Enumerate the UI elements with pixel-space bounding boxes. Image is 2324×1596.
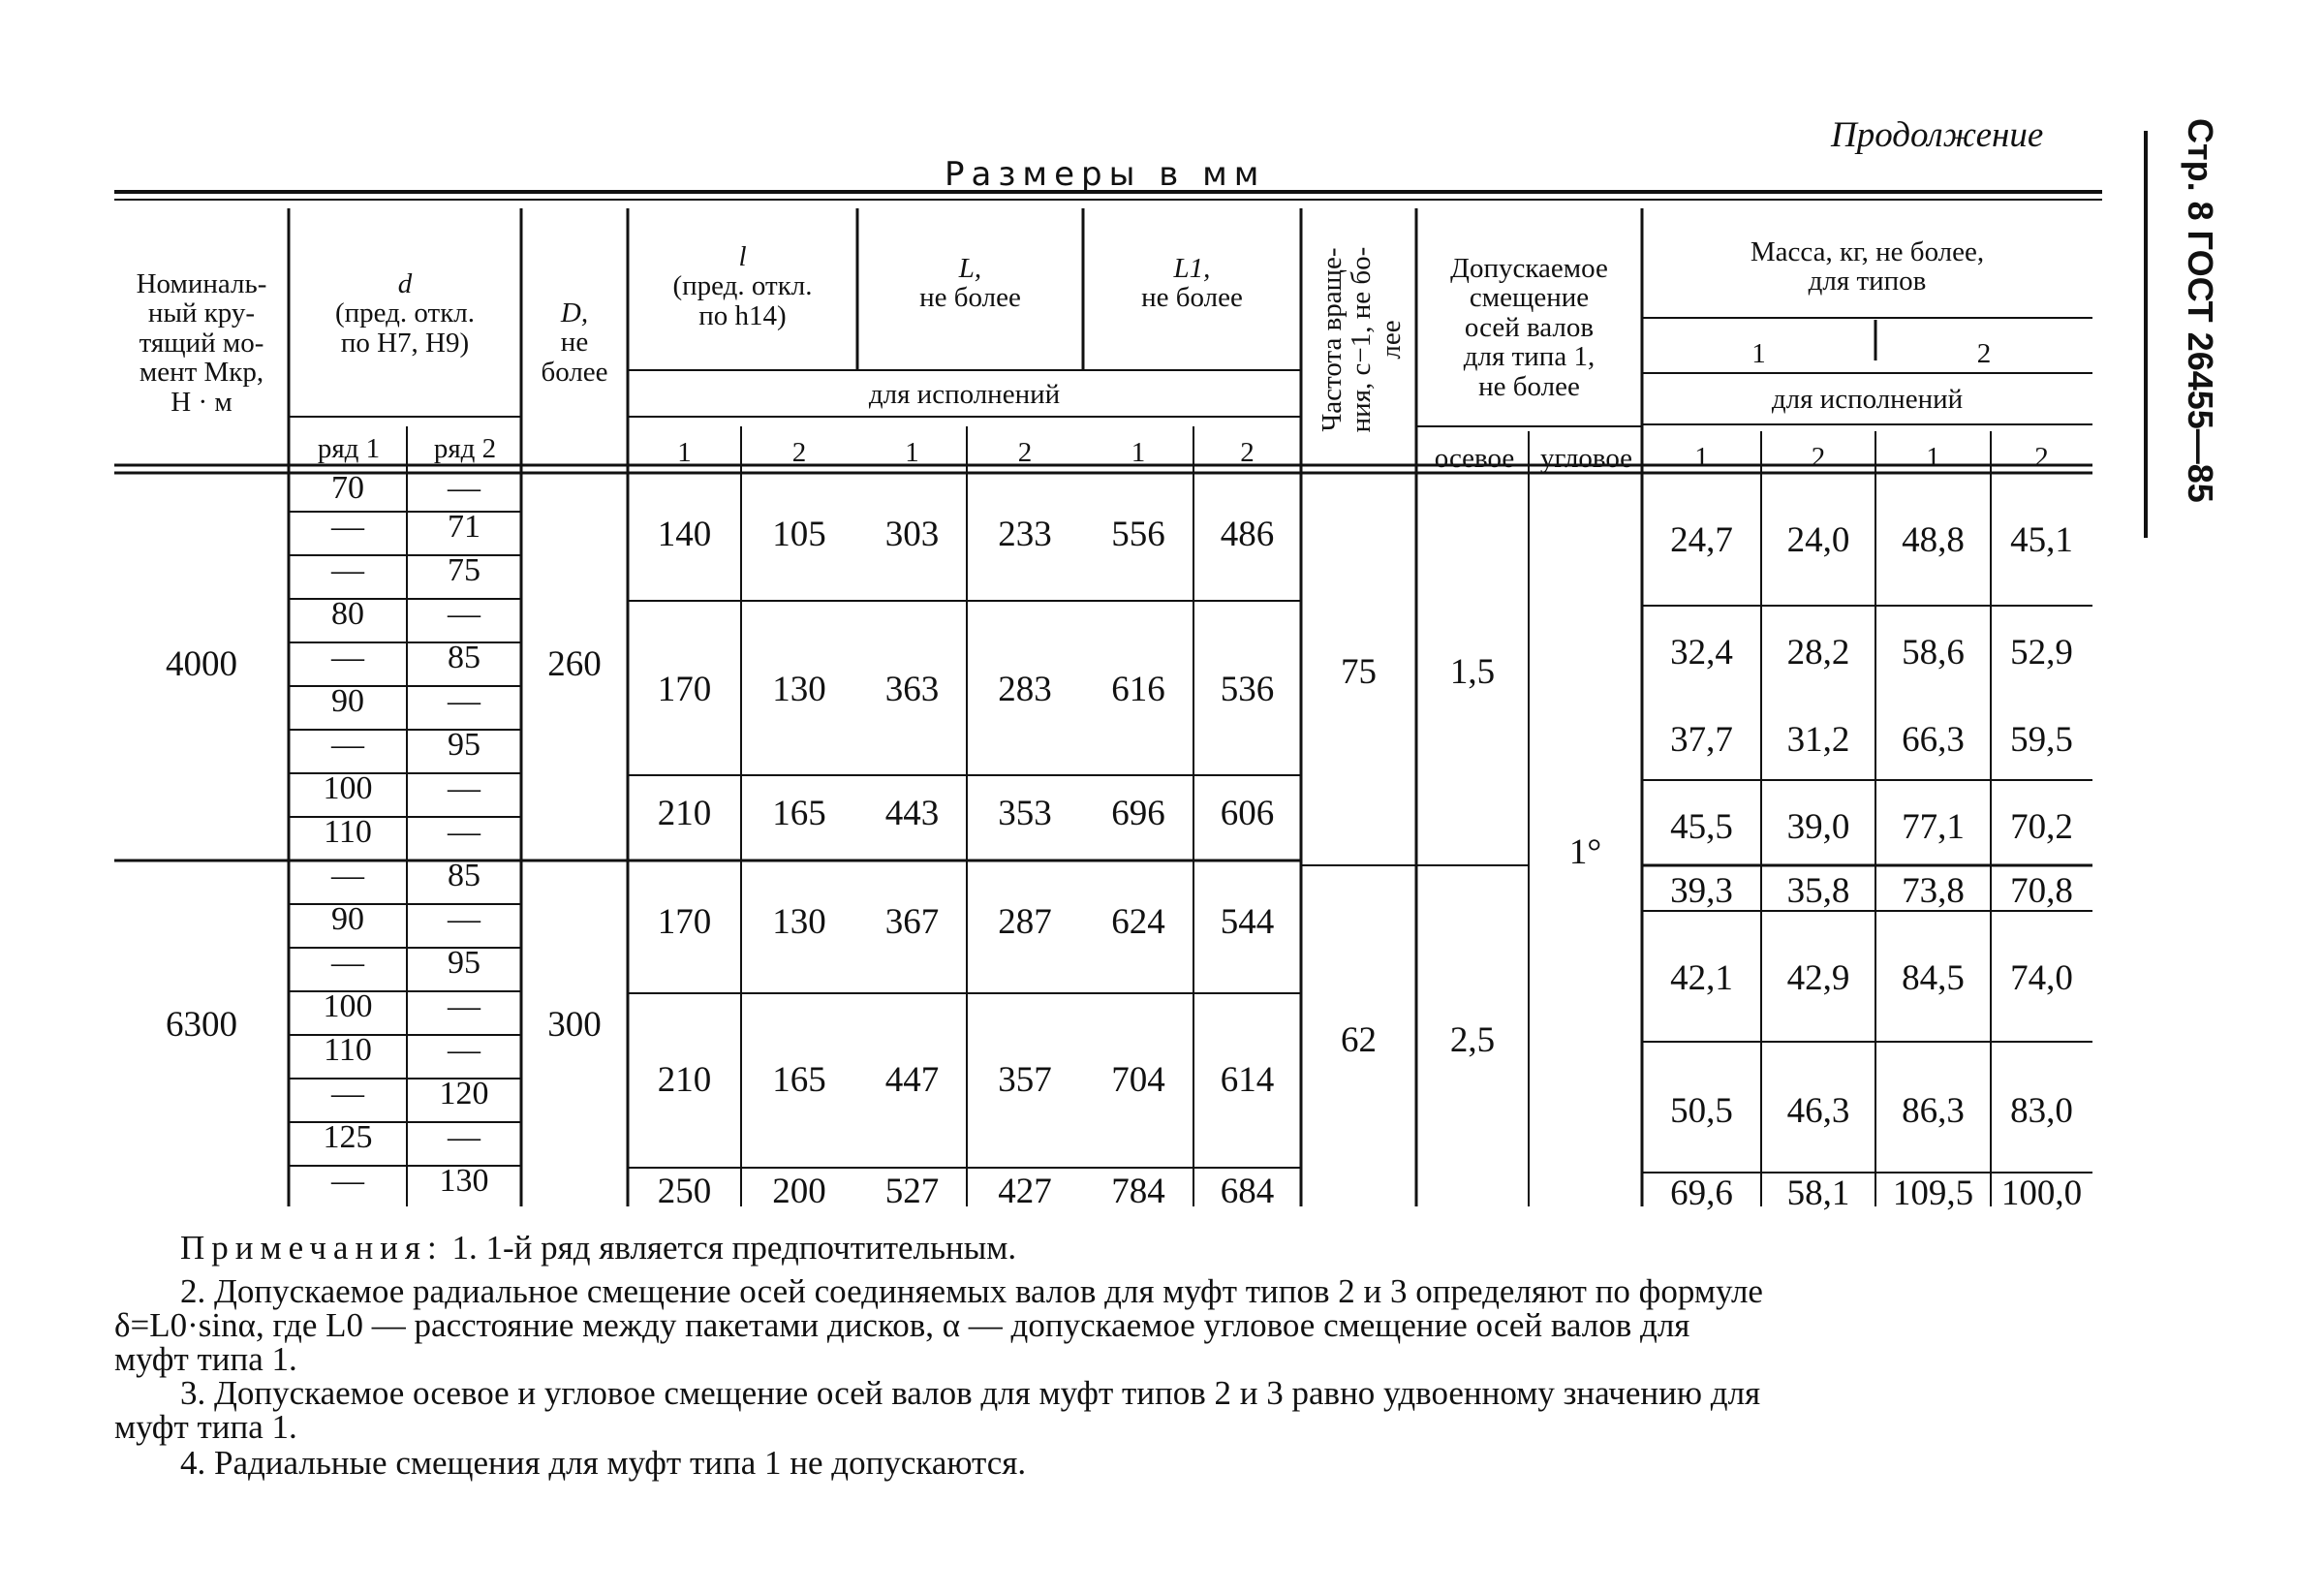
dims-cell: 165 (772, 1060, 826, 1100)
d-row1-cell: — (331, 1163, 364, 1199)
mass-cell: 28,2 (1786, 633, 1850, 673)
note-2a: 2. Допускаемое радиальное смещение осей соединяемых валов для муфт типов 2 и 3 определяют по формуле (180, 1272, 1763, 1310)
mass-cell: 39,0 (1786, 807, 1850, 847)
dims-cell: 486 (1220, 515, 1275, 554)
d-row2-cell: — (448, 901, 480, 937)
d-row2-cell: 120 (439, 1076, 489, 1111)
mass-cell: 66,3 (1902, 720, 1965, 760)
d-row2-cell: — (448, 988, 480, 1024)
header-torque: Номиналь- ный кру- тящий мо- мент Mкр, Н · м (136, 268, 267, 418)
mass-cell: 35,8 (1786, 871, 1850, 911)
dims-cell: 200 (772, 1172, 826, 1211)
header-d: d (пред. откл. по H7, H9) (334, 268, 476, 359)
d-row2-cell: 71 (448, 509, 480, 545)
dims-cell: 140 (657, 515, 712, 554)
header-mass-t1-v2: 2 (1811, 442, 1826, 473)
d-row1-cell: — (331, 1076, 364, 1111)
dims-cell: 536 (1220, 670, 1275, 709)
dims-cell: 130 (772, 670, 826, 709)
mass-cell: 109,5 (1892, 1174, 1974, 1213)
note-2b: δ=L0·sinα, где L0 — расстояние между пакетами дисков, α — допускаемое угловое смещение осей валов для (114, 1306, 1690, 1344)
dims-cell: 614 (1220, 1060, 1275, 1100)
d-row2-cell: — (448, 596, 480, 632)
mass-cell: 84,5 (1902, 958, 1965, 998)
dims-cell: 784 (1111, 1172, 1165, 1211)
side-reference: Стр. 8 ГОСТ 26455—85 (2181, 118, 2220, 503)
header-mass-t2-v1: 1 (1926, 442, 1940, 473)
header-L1-v1: 1 (1131, 437, 1146, 468)
dims-cell: 357 (998, 1060, 1052, 1100)
header-mass-t1-v1: 1 (1694, 442, 1709, 473)
header-mass-type1: 1 (1751, 338, 1766, 369)
d-row1-cell: 110 (324, 1032, 372, 1068)
mass-cell: 58,1 (1786, 1174, 1850, 1213)
d-row1-cell: — (331, 640, 364, 675)
dims-cell: 696 (1111, 794, 1165, 833)
dims-cell: 130 (772, 902, 826, 942)
d-row1-cell: 90 (331, 683, 364, 719)
notes (180, 1231, 1016, 1265)
D-300: 300 (547, 1005, 602, 1045)
header-D: D, не более (541, 297, 608, 388)
mass-cell: 100,0 (2000, 1174, 2083, 1213)
dims-cell: 105 (772, 515, 826, 554)
mass-cell: 73,8 (1902, 871, 1965, 911)
dims-cell: 170 (657, 902, 712, 942)
header-l-v1: 1 (677, 437, 692, 468)
mass-cell: 37,7 (1670, 720, 1733, 760)
torque-6300: 6300 (166, 1005, 237, 1045)
freq-75: 75 (1341, 652, 1377, 692)
header-axial: осевое (1434, 443, 1515, 474)
dims-cell: 606 (1220, 794, 1275, 833)
axial-2-5: 2,5 (1449, 1020, 1496, 1060)
d-row2-cell: — (448, 1119, 480, 1155)
d-row2-cell: 95 (448, 945, 480, 981)
mass-cell: 24,0 (1786, 520, 1850, 560)
mass-cell: 77,1 (1902, 807, 1965, 847)
d-row1-cell: 80 (331, 596, 364, 632)
dims-cell: 367 (884, 902, 940, 942)
d-row2-cell: 95 (448, 727, 480, 763)
dims-cell: 210 (657, 1060, 712, 1100)
mass-cell: 45,5 (1670, 807, 1733, 847)
mass-cell: 86,3 (1902, 1091, 1965, 1131)
mass-cell: 50,5 (1670, 1091, 1733, 1131)
header-L1: L1, не более (1141, 253, 1243, 314)
dims-cell: 233 (998, 515, 1052, 554)
dims-cell: 624 (1111, 902, 1165, 942)
dims-cell: 250 (657, 1172, 712, 1211)
d-row2-cell: 85 (448, 640, 480, 675)
d-row2-cell: — (448, 814, 480, 850)
header-L-v2: 2 (1017, 437, 1033, 468)
header-mass-versions: для исполнений (1771, 384, 1964, 415)
dims-cell: 616 (1111, 670, 1165, 709)
d-row1-cell: — (331, 509, 364, 545)
header-frequency: Частота враще- ния, с−1, не бо- лее (1317, 246, 1407, 433)
header-displacement: Допускаемое смещение осей валов для типа 1, не более (1450, 253, 1608, 402)
dims-cell: 427 (998, 1172, 1052, 1211)
d-row1-cell: 100 (323, 988, 373, 1024)
mass-cell: 46,3 (1786, 1091, 1850, 1131)
header-L: L, не более (919, 253, 1021, 314)
dims-cell: 447 (884, 1060, 940, 1100)
freq-62: 62 (1341, 1020, 1377, 1060)
d-row2-cell: 85 (448, 858, 480, 893)
header-mass: Масса, кг, не более, для типов (1750, 236, 1985, 297)
mass-cell: 74,0 (2010, 958, 2073, 998)
dims-cell: 170 (657, 670, 712, 709)
d-row2-cell: — (448, 683, 480, 719)
dims-cell: 353 (998, 794, 1052, 833)
continuation-label: Продолжение (1831, 115, 2044, 155)
dims-cell: 704 (1111, 1060, 1165, 1100)
mass-cell: 42,1 (1670, 958, 1733, 998)
mass-cell: 52,9 (2010, 633, 2073, 673)
d-row1-cell: — (331, 727, 364, 763)
mass-cell: 58,6 (1902, 633, 1965, 673)
d-row2-cell: 75 (448, 552, 480, 588)
angular-value: 1° (1568, 832, 1602, 872)
dims-cell: 210 (657, 794, 712, 833)
header-l-v2: 2 (791, 437, 807, 468)
header-l: l (пред. откл. по h14) (672, 241, 813, 331)
note-4: 4. Радиальные смещения для муфт типа 1 не допускаются. (180, 1444, 1027, 1482)
D-260: 260 (547, 644, 602, 684)
mass-cell: 31,2 (1786, 720, 1850, 760)
dims-cell: 165 (772, 794, 826, 833)
mass-cell: 24,7 (1670, 520, 1733, 560)
dims-cell: 556 (1111, 515, 1165, 554)
header-d-row2: ряд 2 (433, 433, 497, 464)
mass-cell: 45,1 (2010, 520, 2073, 560)
mass-cell: 59,5 (2010, 720, 2073, 760)
header-L1-v2: 2 (1240, 437, 1255, 468)
notes-title: Примечания: (180, 1229, 444, 1267)
dims-cell: 283 (998, 670, 1052, 709)
header-L-v1: 1 (905, 437, 919, 468)
note-3b: муфт типа 1. (114, 1408, 297, 1446)
header-angular: угловое (1539, 443, 1633, 474)
axial-1-5: 1,5 (1449, 652, 1496, 692)
dims-cell: 303 (884, 515, 940, 554)
d-row1-cell: — (331, 552, 364, 588)
d-row1-cell: — (331, 858, 364, 893)
d-row2-cell: — (448, 1032, 480, 1068)
dims-cell: 527 (884, 1172, 940, 1211)
d-row1-cell: 110 (324, 814, 372, 850)
mass-cell: 42,9 (1786, 958, 1850, 998)
dims-cell: 684 (1220, 1172, 1275, 1211)
mass-cell: 32,4 (1670, 633, 1733, 673)
header-mass-type2: 2 (1976, 338, 1992, 369)
torque-4000: 4000 (166, 644, 237, 684)
d-row2-cell: 130 (439, 1163, 489, 1199)
d-row1-cell: — (331, 945, 364, 981)
d-row2-cell: — (448, 770, 480, 806)
note-1: 1. 1-й ряд является предпочтительным. (451, 1229, 1017, 1267)
units-label: Размеры в мм (945, 155, 1266, 194)
mass-cell: 70,8 (2010, 871, 2073, 911)
dims-cell: 544 (1220, 902, 1275, 942)
mass-cell: 48,8 (1902, 520, 1965, 560)
mass-cell: 83,0 (2010, 1091, 2073, 1131)
header-mass-t2-v2: 2 (2034, 442, 2049, 473)
mass-cell: 39,3 (1670, 871, 1733, 911)
note-2c: муфт типа 1. (114, 1340, 297, 1378)
header-versions: для исполнений (868, 379, 1061, 410)
mass-cell: 70,2 (2010, 807, 2073, 847)
note-3a: 3. Допускаемое осевое и угловое смещение осей валов для муфт типов 2 и 3 равно удвоенному значению для (180, 1374, 1761, 1412)
d-row1-cell: 100 (323, 770, 373, 806)
d-row1-cell: 70 (331, 470, 364, 506)
d-row1-cell: 90 (331, 901, 364, 937)
d-row1-cell: 125 (323, 1119, 373, 1155)
dims-cell: 287 (998, 902, 1052, 942)
mass-cell: 69,6 (1670, 1174, 1733, 1213)
d-row2-cell: — (448, 470, 480, 506)
dims-cell: 363 (884, 670, 940, 709)
dims-cell: 443 (884, 794, 940, 833)
header-d-row1: ряд 1 (317, 433, 381, 464)
